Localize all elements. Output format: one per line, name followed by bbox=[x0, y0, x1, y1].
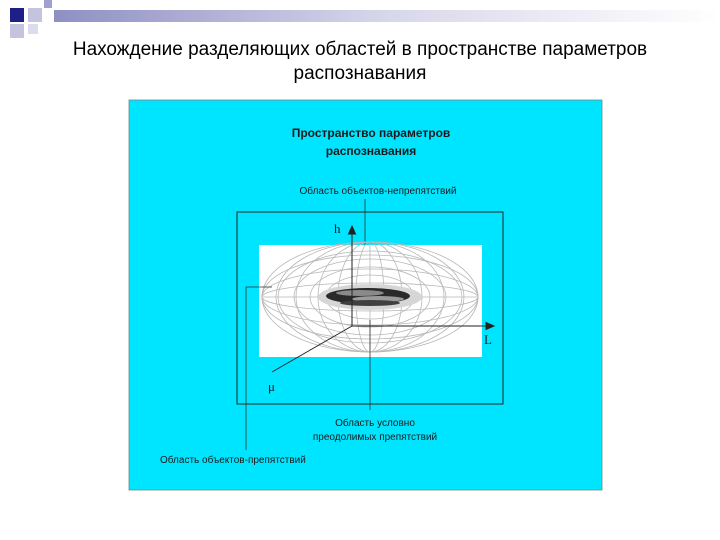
axis-L-label: L bbox=[484, 332, 492, 347]
axis-mu-label: μ bbox=[268, 379, 275, 394]
label-conditional-line-1: Область условно bbox=[335, 418, 415, 429]
diagram-heading-line-2: распознавания bbox=[325, 144, 417, 158]
diagram-heading-line-1: Пространство параметров bbox=[291, 126, 451, 140]
slide-title-line-1: Нахождение разделяющих областей в пространстве параметров bbox=[72, 39, 648, 60]
core-object bbox=[318, 284, 422, 310]
slide-title-line-2: распознавания bbox=[293, 63, 427, 84]
label-conditional-line-2: преодолимых препятствий bbox=[312, 432, 438, 443]
label-nonobstacles: Область объектов-непрепятствий bbox=[299, 186, 457, 197]
label-obstacles: Область объектов-препятствий bbox=[160, 455, 306, 466]
axis-h-label: h bbox=[334, 221, 341, 236]
